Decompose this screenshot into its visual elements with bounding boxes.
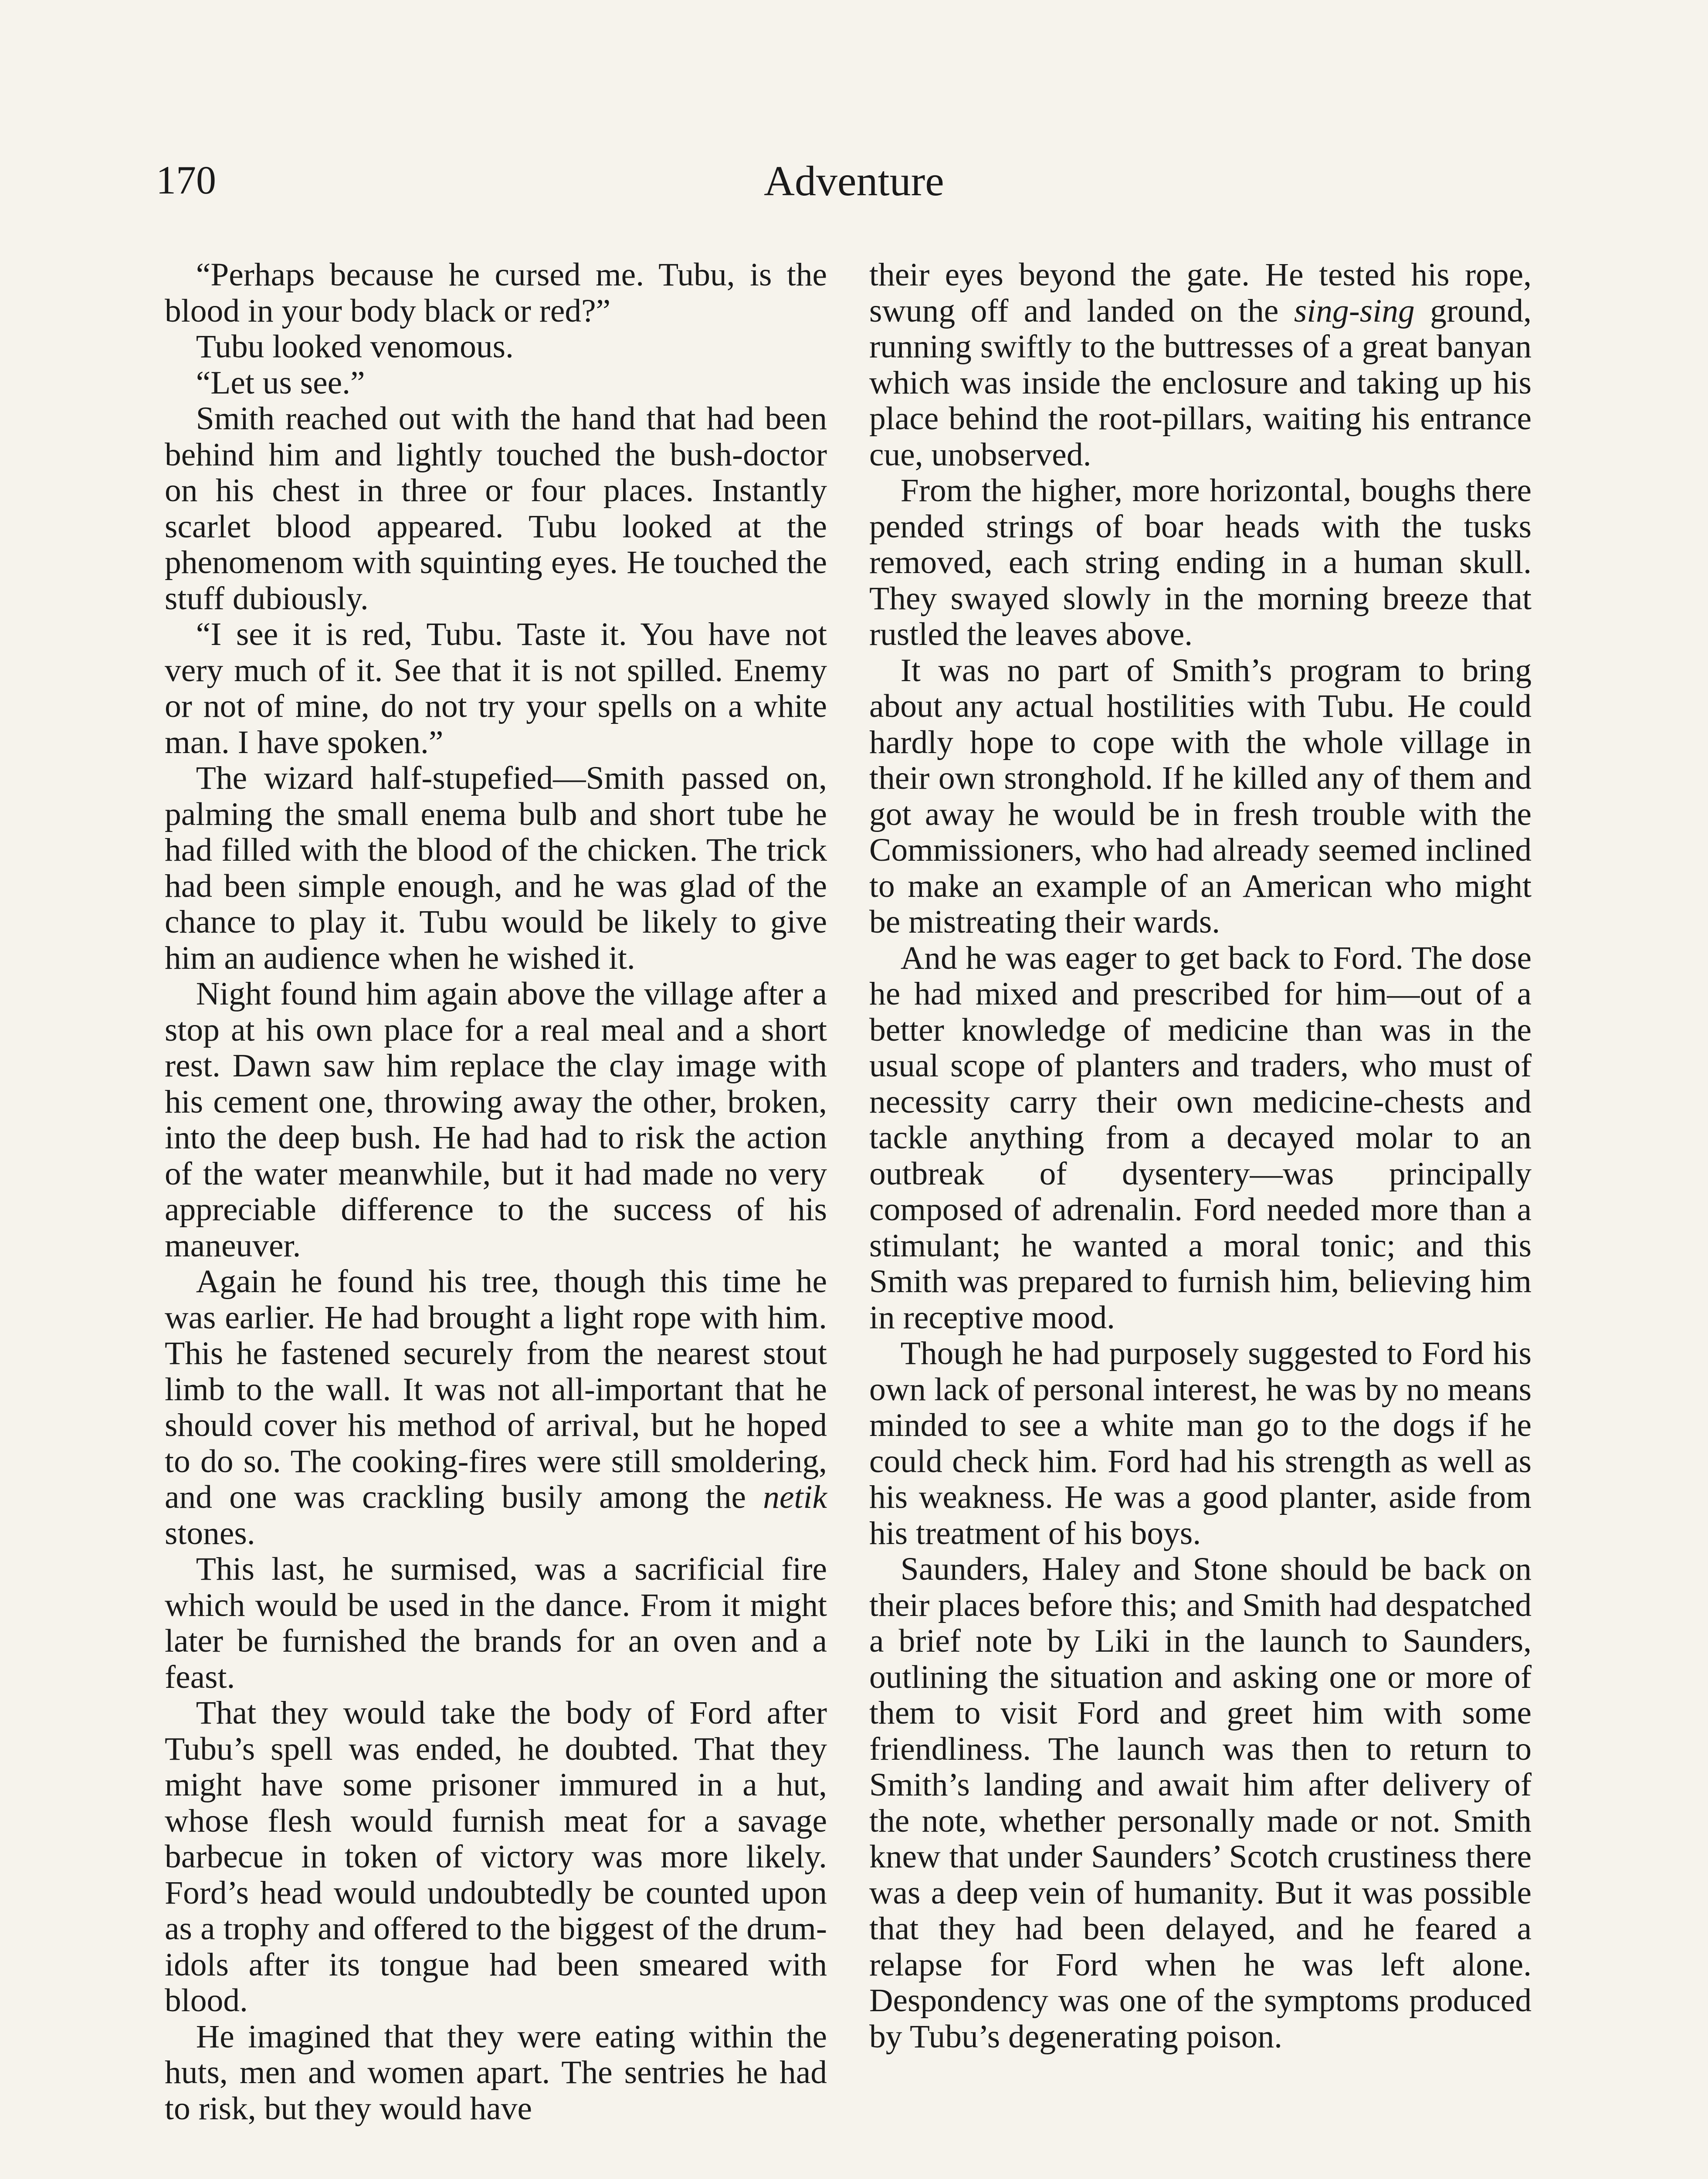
paragraph: From the higher, more horizontal, boughs there pended strings of boar heads with the tusks removed, each string ending in a human skull. They swayed slowly in the morning breeze that rustled the leaves above. <box>869 472 1532 652</box>
running-head-title: Adventure <box>764 158 944 205</box>
right-column <box>869 257 1532 2055</box>
paragraph: The wizard half-stupefied—Smith passed on, palming the small enema bulb and short tube he had filled with the blood of the chicken. The trick had been simple enough, and he was glad of the chance to play it. Tubu would be likely to give him an audience when he wished it. <box>165 760 827 976</box>
paragraph: He imagined that they were eating within the huts, men and women apart. The sentries he had to risk, but they would have <box>165 2018 827 2127</box>
text-run: ground, running swiftly to the buttresses of a great banyan which was inside the enclosure and taking up his place behind the root-pillars, waiting his entrance cue, unobserved. <box>869 292 1532 473</box>
text-run: Again he found his tree, though this time he was earlier. He had brought a light rope with him. This he fastened securely from the nearest stout limb to the wall. It was not all-important that he should cover his method of arrival, but he hoped to do so. The cooking-fires were still smoldering, and one was crackling busily among the <box>165 1263 827 1515</box>
text-run: their eyes beyond the gate. He tested his rope, swung off and landed on the <box>869 257 1532 329</box>
text-run: stones. <box>165 1515 255 1551</box>
paragraph: Smith reached out with the hand that had been behind him and lightly touched the bush-doctor on his chest in three or four places. Instantly scarlet blood appeared. Tubu looked at the phenomenom with squinting eyes. He touched the stuff dubiously. <box>165 401 827 617</box>
page-number: 170 <box>156 158 216 202</box>
paragraph <box>165 1264 827 1551</box>
paragraph: “Let us see.” <box>196 364 365 401</box>
paragraph: And he was eager to get back to Ford. The dose he had mixed and prescribed for him—out of a better knowledge of medicine than was in the usual scope of planters and traders, who must of necessity carry their own medicine-chests and tackle anything from a decayed molar to an outbreak of dysentery—was principally composed of adrenalin. Ford needed more than a stimulant; he wanted a moral tonic; and this Smith was prepared to furnish him, believing him in receptive mood. <box>869 940 1532 1336</box>
italic-term: netik <box>763 1479 827 1515</box>
paragraph: Saunders, Haley and Stone should be back on their places before this; and Smith had despatched a brief note by Liki in the launch to Saunders, outlining the situation and asking one or more of them to visit Ford and greet him with some friendliness. The launch was then to return to Smith’s landing and await him after delivery of the note, whether personally made or not. Smith knew that under Saunders’ Scotch crustiness there was a deep vein of humanity. But it was possible that they had been delayed, and he feared a relapse for Ford when he was left alone. Despondency was one of the symptoms produced by Tubu’s degenerating poison. <box>869 1551 1532 2055</box>
paragraph: This last, he surmised, was a sacrificial fire which would be used in the dance. From it might later be furnished the brands for an oven and a feast. <box>165 1551 827 1695</box>
paragraph: “I see it is red, Tubu. Taste it. You have not very much of it. See that it is not spilled. Enemy or not of mine, do not try your spells on a white man. I have spoken.” <box>165 616 827 760</box>
paragraph: Though he had purposely suggested to Ford his own lack of personal interest, he was by no means minded to see a white man go to the dogs if he could check him. Ford had his strength as well as his weakness. He was a good planter, aside from his treatment of his boys. <box>869 1335 1532 1551</box>
paragraph: Night found him again above the village after a stop at his own place for a real meal and a short rest. Dawn saw him replace the clay image with his cement one, throwing away the other, broken, into the deep bush. He had had to risk the action of the water meanwhile, but it had made no very appreciable difference to the success of his maneuver. <box>165 976 827 1264</box>
paragraph: Tubu looked venomous. <box>196 329 514 365</box>
paragraph: That they would take the body of Ford after Tubu’s spell was ended, he doubted. That they might have some prisoner immured in a hut, whose flesh would furnish meat for a savage barbecue in token of victory was more likely. Ford’s head would undoubtedly be counted upon as a trophy and offered to the biggest of the drum-idols after its tongue had been smeared with blood. <box>165 1695 827 2019</box>
paragraph: “Perhaps because he cursed me. Tubu, is the blood in your body black or red?” <box>165 257 827 329</box>
paragraph <box>869 257 1532 473</box>
italic-term: sing-sing <box>1294 292 1415 329</box>
paragraph: It was no part of Smith’s program to bring about any actual hostilities with Tubu. He could hardly hope to cope with the whole village in their own stronghold. If he killed any of them and got away he would be in fresh trouble with the Commissioners, who had already seemed inclined to make an example of an American who might be mistreating their wards. <box>869 652 1532 940</box>
left-column <box>165 257 827 2127</box>
